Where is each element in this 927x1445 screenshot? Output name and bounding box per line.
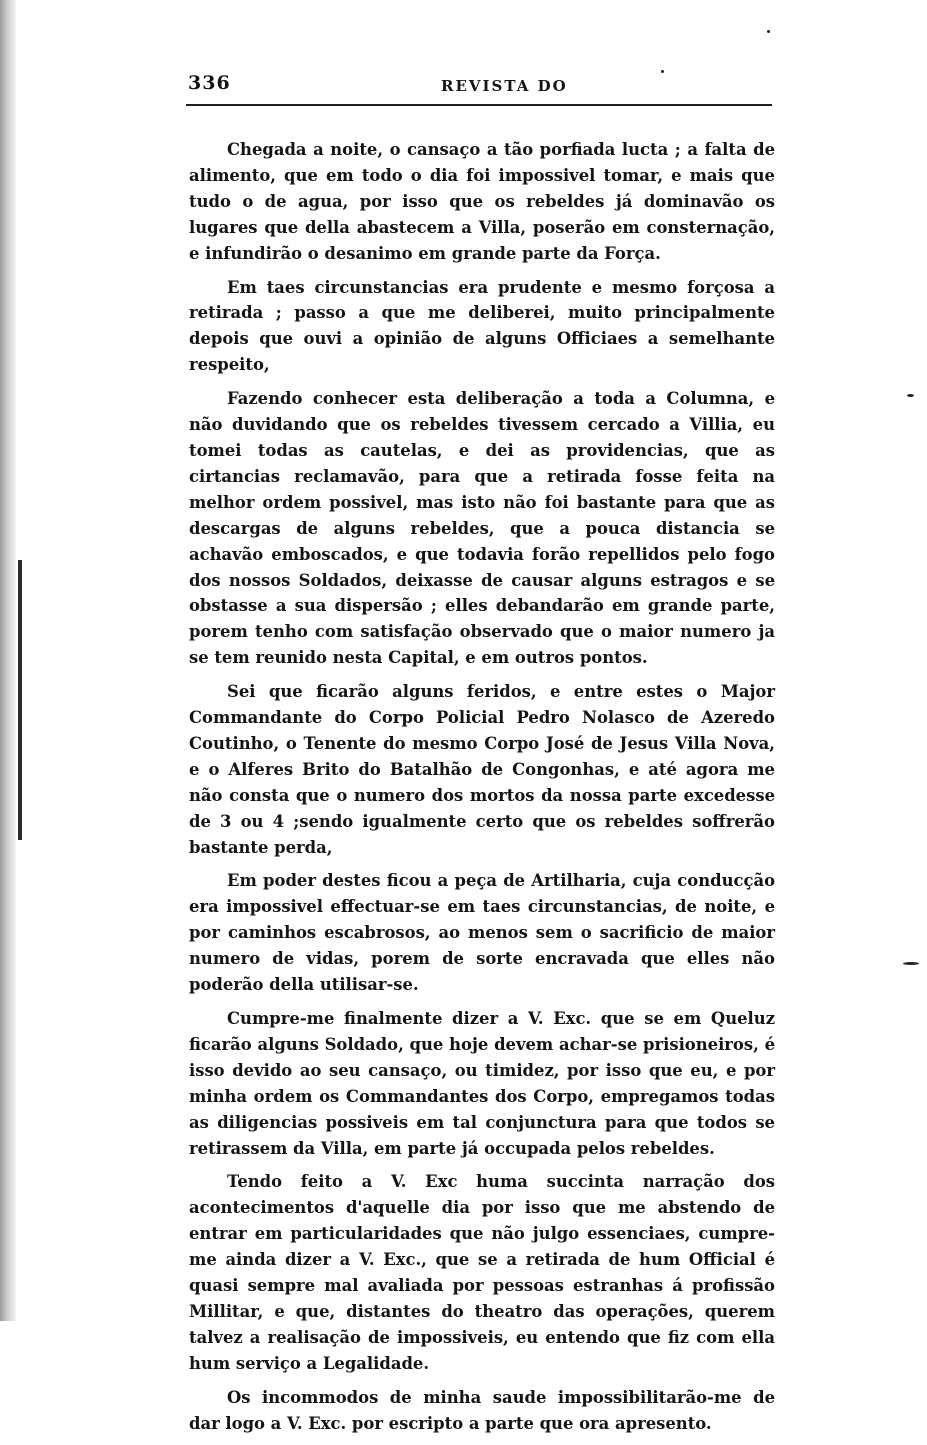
- page-number: 336: [188, 72, 231, 94]
- ink-speck: [767, 30, 770, 33]
- ink-speck: [903, 962, 919, 965]
- page-header: [186, 72, 772, 106]
- paragraph: Chegada a noite, o cansaço a tão porfiada lucta ; a falta de alimento, que em todo o dia foi impossivel tomar, e mais que tudo o de agua, por isso que os rebeldes já dominavão os lugares que della abastecem a Villa, poserão em consternação, e infundirão o desanimo em grande parte da Força.: [189, 140, 775, 263]
- book-binding-edge: [0, 0, 16, 1321]
- running-head: REVISTA DO: [441, 77, 568, 95]
- paragraph: Em poder destes ficou a peça de Artilharia, cuja conducção era impossivel effectuar-se em taes circunstancias, de noite, e por caminhos escabrosos, ao menos sem o sacrificio de maior numero de vidas, porem de sorte encravada que elles não poderão della utilisar-se.: [189, 871, 775, 995]
- paragraph: Tendo feito a V. Exc huma succinta narração dos acontecimentos d'aquelle dia por isso que me abstendo de entrar em particularidades que não julgo essenciaes, cumpre-me ainda dizer a V. Exc., que se a retirada de hum Official é quasi sempre mal avaliada por pessoas estranhas á profissão Millitar, e que, distantes do theatro das operações, querem talvez a realisação de impossiveis, eu entendo que fiz com ella hum serviço a Legalidade.: [189, 1172, 775, 1373]
- binding-stain: [18, 560, 22, 840]
- body-text: [189, 137, 775, 1445]
- ink-speck: [661, 70, 664, 73]
- paragraph: Em taes circunstancias era prudente e mesmo forçosa a retirada ; passo a que me deliberei, muito principalmente depois que ouvi a opinião de alguns Officiaes a semelhante respeito,: [189, 277, 775, 375]
- paragraph: Cumpre-me finalmente dizer a V. Exc. que se em Queluz ficarão alguns Soldado, que hoje devem achar-se prisioneiros, é isso devido ao seu cansaço, ou timidez, por isso que eu, e por minha ordem os Commandantes dos Corpo, empregamos todas as diligencias possiveis em tal conjunctura para que todos se retirassem da Villa, em parte já occupada pelos rebeldes.: [189, 1009, 775, 1158]
- paragraph: Os incommodos de minha saude impossibilitarão-me de dar logo a V. Exc. por escripto a parte que ora apresento.: [189, 1387, 775, 1433]
- ink-speck: [907, 394, 914, 397]
- paragraph: Sei que ficarão alguns feridos, e entre estes o Major Commandante do Corpo Policial Pedro Nolasco de Azeredo Coutinho, o Tenente do mesmo Corpo José de Jesus Villa Nova, e o Alferes Brito do Batalhão de Congonhas, e até agora me não consta que o numero dos mortos da nossa parte excedesse de 3 ou 4 ;sendo igualmente certo que os rebeldes soffrerão bastante perda,: [189, 682, 775, 857]
- header-rule: [186, 104, 772, 109]
- paragraph: Fazendo conhecer esta deliberação a toda a Columna, e não duvidando que os rebeldes tivessem cercado a Villia, eu tomei todas as cautelas, e dei as providencias, que as cirtancias reclamavão, para que a retirada fosse feita na melhor ordem possivel, mas isto não foi bastante para que as descargas de alguns rebeldes, que a pouca distancia se achavão emboscados, e que todavia forão repellidos pelo fogo dos nossos Soldados, deixasse de causar alguns estragos e se obstasse a sua dispersão ; elles debandarão em grande parte, porem tenho com satisfação observado que o maior numero ja se tem reunido nesta Capital, e em outros pontos.: [189, 389, 775, 668]
